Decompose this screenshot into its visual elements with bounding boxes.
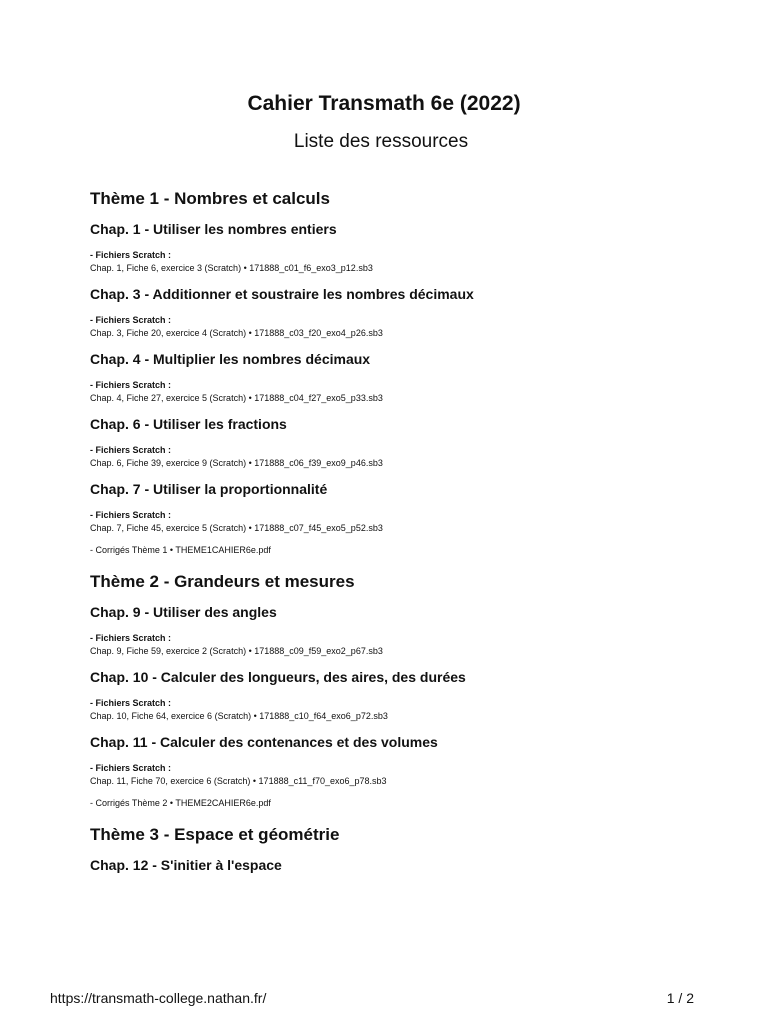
scratch-files-label: - Fichiers Scratch : [90,445,172,455]
scratch-file-link[interactable]: Chap. 4, Fiche 27, exercice 5 (Scratch) • 171888_c04_f27_exo5_p33.sb3 [90,393,383,403]
theme-heading: Thème 1 - Nombres et calculs [90,189,330,208]
chapter-heading: Chap. 6 - Utiliser les fractions [90,416,287,432]
resource-list [90,186,690,885]
scratch-files-label: - Fichiers Scratch : [90,250,172,260]
scratch-file-link[interactable]: Chap. 1, Fiche 6, exercice 3 (Scratch) • 171888_c01_f6_exo3_p12.sb3 [90,263,373,273]
theme-heading: Thème 3 - Espace et géométrie [90,825,340,844]
chapter-heading: Chap. 10 - Calculer des longueurs, des aires, des durées [90,669,466,685]
chapter-heading: Chap. 9 - Utiliser des angles [90,604,277,620]
chapter-heading: Chap. 12 - S'initier à l'espace [90,857,282,873]
theme-heading: Thème 2 - Grandeurs et mesures [90,572,355,591]
scratch-files-label: - Fichiers Scratch : [90,510,172,520]
footer-url[interactable]: https://transmath-college.nathan.fr/ [50,990,267,1006]
scratch-file-link[interactable]: Chap. 10, Fiche 64, exercice 6 (Scratch) • 171888_c10_f64_exo6_p72.sb3 [90,711,388,721]
chapter-heading: Chap. 11 - Calculer des contenances et des volumes [90,734,438,750]
scratch-files-label: - Fichiers Scratch : [90,698,172,708]
corriges-link[interactable]: - Corrigés Thème 1 • THEME1CAHIER6e.pdf [90,545,271,555]
corriges-link[interactable]: - Corrigés Thème 2 • THEME2CAHIER6e.pdf [90,798,271,808]
scratch-file-link[interactable]: Chap. 7, Fiche 45, exercice 5 (Scratch) • 171888_c07_f45_exo5_p52.sb3 [90,523,383,533]
scratch-files-label: - Fichiers Scratch : [90,633,172,643]
chapter-heading: Chap. 7 - Utiliser la proportionnalité [90,481,328,497]
chapter-heading: Chap. 3 - Additionner et soustraire les nombres décimaux [90,286,474,302]
scratch-file-link[interactable]: Chap. 6, Fiche 39, exercice 9 (Scratch) • 171888_c06_f39_exo9_p46.sb3 [90,458,383,468]
scratch-files-label: - Fichiers Scratch : [90,315,172,325]
page-number: 1 / 2 [666,990,694,1006]
page-subtitle: Liste des ressources [293,131,469,152]
scratch-files-label: - Fichiers Scratch : [90,380,172,390]
chapter-heading: Chap. 4 - Multiplier les nombres décimaux [90,351,371,367]
scratch-file-link[interactable]: Chap. 11, Fiche 70, exercice 6 (Scratch) • 171888_c11_f70_exo6_p78.sb3 [90,776,387,786]
scratch-files-label: - Fichiers Scratch : [90,763,172,773]
page-title: Cahier Transmath 6e (2022) [247,92,521,115]
scratch-file-link[interactable]: Chap. 9, Fiche 59, exercice 2 (Scratch) • 171888_c09_f59_exo2_p67.sb3 [90,646,383,656]
chapter-heading: Chap. 1 - Utiliser les nombres entiers [90,221,337,237]
scratch-file-link[interactable]: Chap. 3, Fiche 20, exercice 4 (Scratch) • 171888_c03_f20_exo4_p26.sb3 [90,328,383,338]
